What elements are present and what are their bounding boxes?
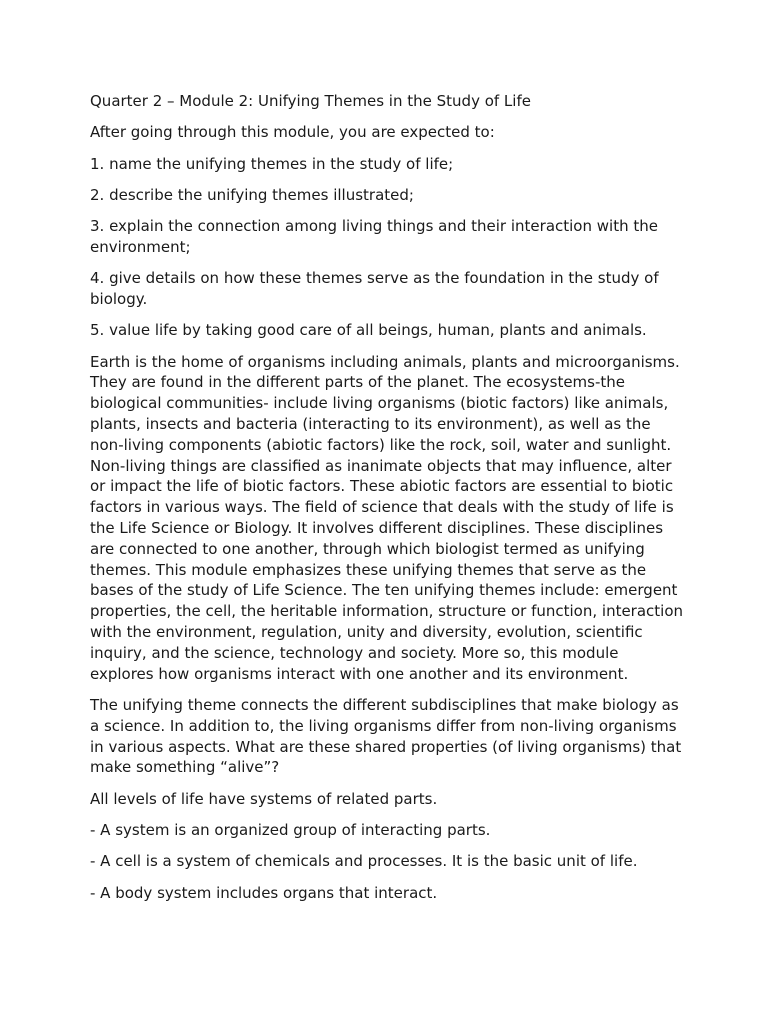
intro-text: After going through this module, you are expected to: [90, 123, 495, 142]
body-paragraph: The unifying theme connects the different subdisciplines that make biology as a science. In addition to, the living organisms differ from non-living organisms in various aspects. What are these shared properties (of living organisms) that make something “alive”? [90, 695, 682, 777]
page-title: Quarter 2 – Module 2: Unifying Themes in the Study of Life [90, 92, 531, 110]
objective-item: 5. value life by taking good care of all beings, human, plants and animals. [90, 321, 647, 340]
document-body [90, 91, 686, 914]
body-paragraph: Earth is the home of organisms including animals, plants and microorganisms. They are found in the different parts of the planet. The ecosystems-the biological communities- include living organisms (biotic factors) like animals, plants, insects and bacteria (interacting to its environment), as well as the non-living components (abiotic factors) like the rock, soil, water and sunlight. Non-living things are classified as inanimate objects that may influence, alter or impact the life of biotic factors. These abiotic factors are essential to biotic factors in various ways. The field of science that deals with the study of life is the Life Science or Biology. It involves different disciplines. These disciplines are connected to one another, through which biologist termed as unifying themes. This module emphasizes these unifying themes that serve as the bases of the study of Life Science. The ten unifying themes include: emergent properties, the cell, the heritable information, structure or function, interaction with the environment, regulation, unity and diversity, evolution, scientific inquiry, and the science, technology and society. More so, this module explores how organisms interact with one another and its environment. [90, 352, 684, 683]
objective-item: 3. explain the connection among living things and their interaction with the environment; [90, 217, 658, 256]
body-paragraph: All levels of life have systems of related parts. [90, 789, 438, 808]
objective-item: 1. name the unifying themes in the study of life; [90, 154, 454, 173]
objective-item: 2. describe the unifying themes illustrated; [90, 185, 414, 204]
objective-item: 4. give details on how these themes serve as the foundation in the study of biology. [90, 269, 659, 309]
bullet-item: - A cell is a system of chemicals and processes. It is the basic unit of life. [90, 852, 638, 871]
bullet-item: - A system is an organized group of interacting parts. [90, 820, 491, 839]
bullet-item: - A body system includes organs that interact. [90, 883, 438, 902]
